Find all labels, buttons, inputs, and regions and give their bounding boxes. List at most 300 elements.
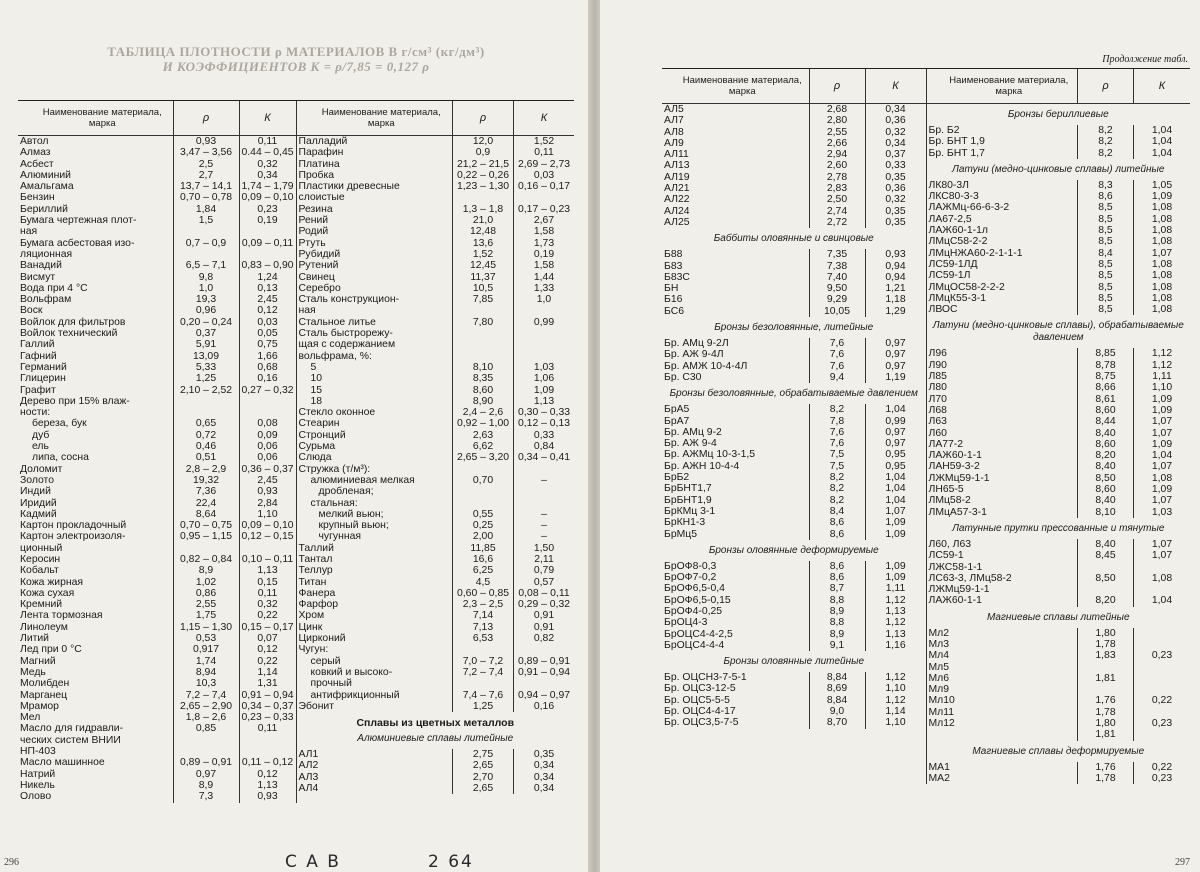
material-name: БрОФ6,5-0,4	[664, 583, 725, 595]
material-name: липа, сосна	[32, 452, 89, 464]
density-value: 1,02	[173, 577, 239, 588]
table-row	[927, 382, 1191, 393]
material-name	[927, 729, 1078, 740]
table-row	[18, 159, 296, 170]
coefficient-value: 0,95	[865, 461, 926, 472]
header-density: ρ	[452, 101, 513, 135]
density-value: 8,45	[1077, 550, 1133, 561]
material-name: Бр. АМЖ 10-4-4Л	[664, 360, 748, 372]
coefficient-value: 0,11	[239, 723, 296, 734]
density-value: 8,2	[809, 495, 865, 506]
density-value: 8,6	[809, 572, 865, 583]
material-name: БрОФ7-0,2	[664, 572, 717, 584]
coefficient-value: 2,45	[239, 294, 296, 305]
table-row	[18, 147, 296, 158]
table-row	[297, 204, 575, 215]
table-row	[18, 430, 296, 441]
coefficient-value: 0,16	[513, 701, 574, 712]
density-value: 7,6	[809, 438, 865, 449]
density-value: 8,60	[1077, 439, 1133, 450]
density-value: 0,95 – 1,15	[173, 531, 239, 542]
table-row	[662, 404, 926, 415]
density-value: 8,9	[809, 606, 865, 617]
density-value: 8,50	[1077, 573, 1133, 584]
table-row	[927, 573, 1191, 584]
material-name: Бумага чертежная плот-	[20, 215, 137, 227]
density-value: 7,4 – 7,6	[452, 690, 513, 701]
table-row	[297, 238, 575, 249]
table-row	[297, 215, 575, 226]
table-row	[18, 204, 296, 215]
material-name: стальная:	[310, 497, 358, 509]
density-value: 9,29	[809, 294, 865, 305]
table-row	[662, 506, 926, 517]
table-row	[662, 272, 926, 283]
density-value: 8,2	[809, 472, 865, 483]
coefficient-value: 0,34	[513, 760, 574, 771]
table-row	[662, 283, 926, 294]
coefficient-value	[239, 746, 296, 757]
table-row	[927, 394, 1191, 405]
coefficient-value: 0,15	[239, 577, 296, 588]
header-coefficient: К	[239, 101, 296, 135]
material-name: Стеарин	[298, 418, 340, 430]
table-row	[297, 305, 575, 316]
coefficient-value: 0,36	[865, 183, 926, 194]
density-value: 10,05	[809, 306, 865, 317]
density-value: 8,6	[809, 561, 865, 572]
material-name: прочный	[310, 678, 352, 690]
header-density: ρ	[173, 101, 239, 135]
density-value	[173, 249, 239, 260]
density-value: 8,35	[452, 373, 513, 384]
material-name: слоистые	[298, 192, 345, 204]
section-rows	[927, 348, 1191, 517]
density-value: 7,40	[809, 272, 865, 283]
coefficient-value: 1,12	[1133, 360, 1190, 371]
coefficient-value: 0,94	[865, 272, 926, 283]
material-name: ЛЖМц59-1-1	[928, 584, 990, 596]
material-name: Таллий	[298, 542, 334, 554]
material-name: Никель	[20, 779, 55, 791]
table-row	[927, 673, 1191, 684]
table-row	[662, 683, 926, 694]
density-value: 2,72	[809, 217, 865, 228]
density-value: 8,40	[1077, 495, 1133, 506]
coefficient-value: 0,34	[865, 138, 926, 149]
material-name: Молибден	[20, 678, 70, 690]
density-value: 6,25	[452, 565, 513, 576]
material-name: Вода при 4 °С	[20, 282, 88, 294]
density-value: 11,85	[452, 543, 513, 554]
coefficient-value: 1,04	[1133, 125, 1190, 136]
density-value: 8,2	[1077, 148, 1133, 159]
coefficient-value: 0,12 – 0,15	[239, 531, 296, 542]
table-row	[927, 439, 1191, 450]
density-value: 7,2 – 7,4	[452, 667, 513, 678]
table-row	[18, 656, 296, 667]
table-row	[18, 791, 296, 802]
material-name: Кремний	[20, 599, 63, 611]
density-value: 0,82 – 0,84	[173, 554, 239, 565]
coefficient-value: 1,08	[1133, 473, 1190, 484]
material-name: Автол	[20, 136, 49, 147]
table-row	[662, 517, 926, 528]
section-rows	[927, 180, 1191, 316]
coefficient-value	[513, 498, 574, 509]
material-name: Вольфрам	[20, 294, 72, 306]
table-row	[927, 282, 1191, 293]
coefficient-value: 1,13	[239, 565, 296, 576]
coefficient-value: –	[513, 509, 574, 520]
coefficient-value	[513, 644, 574, 655]
density-value: 21,0	[452, 215, 513, 226]
material-name: БрКМц 3-1	[664, 505, 716, 517]
table-row	[18, 328, 296, 339]
table-row	[662, 706, 926, 717]
material-name: Рений	[298, 215, 329, 227]
table-body	[927, 104, 1191, 784]
density-value: 8,20	[1077, 450, 1133, 461]
table-row	[297, 226, 575, 237]
coefficient-value: 0,22	[239, 656, 296, 667]
coefficient-value	[1133, 662, 1190, 673]
show-through-title	[18, 8, 574, 100]
material-name: АЛ11	[664, 149, 689, 161]
density-value: 3,47 – 3,56	[173, 147, 239, 158]
density-value: 19,32	[173, 475, 239, 486]
density-value: 8,85	[1077, 348, 1133, 359]
density-value: 7,5	[809, 449, 865, 460]
material-name: Л60	[928, 427, 947, 439]
density-value: 7,13	[452, 622, 513, 633]
section-rows	[662, 249, 926, 317]
table-row	[18, 746, 296, 757]
material-name: Ванадий	[20, 260, 62, 272]
coefficient-value	[239, 407, 296, 418]
table-row	[18, 712, 296, 723]
density-value: 7,80	[452, 317, 513, 328]
coefficient-value: 1,12	[865, 595, 926, 606]
table-row	[927, 495, 1191, 506]
handwritten-note: С А В	[285, 852, 341, 872]
material-name: ческих систем ВНИИ	[20, 734, 121, 746]
coefficient-value: 1,04	[1133, 136, 1190, 147]
coefficient-value: 0,16 – 0,17	[513, 181, 574, 192]
coefficient-value: 0,27 – 0,32	[239, 385, 296, 396]
density-value: 8,84	[809, 695, 865, 706]
table-row	[297, 181, 575, 192]
density-value: 8,60	[1077, 484, 1133, 495]
density-value: 7,3	[173, 791, 239, 802]
density-value: 7,35	[809, 249, 865, 260]
density-value	[452, 644, 513, 655]
density-value: 1,74	[173, 656, 239, 667]
coefficient-value: 0,32	[865, 127, 926, 138]
coefficient-value: 1,04	[865, 404, 926, 415]
coefficient-value: 0,12	[239, 644, 296, 655]
table-row	[662, 306, 926, 317]
material-name: Л63	[928, 416, 947, 428]
density-value	[452, 339, 513, 350]
material-name: ЛС59-1Л	[928, 270, 971, 282]
table-row	[662, 361, 926, 372]
density-value: 8,66	[1077, 382, 1133, 393]
density-value: 8,5	[1077, 214, 1133, 225]
table-row	[297, 667, 575, 678]
table-row	[297, 339, 575, 350]
density-value	[173, 746, 239, 757]
coefficient-value: 1,11	[1133, 371, 1190, 382]
material-name: МА2	[928, 772, 950, 784]
table-row	[662, 194, 926, 205]
table-row	[297, 328, 575, 339]
coefficient-value: 2,69 – 2,73	[513, 159, 574, 170]
table-row	[18, 520, 296, 531]
material-name: Мл6	[928, 672, 949, 684]
material-name: Палладий	[298, 136, 348, 147]
density-value: 7,2 – 7,4	[173, 690, 239, 701]
material-name: Б88	[664, 249, 683, 261]
density-value: 8,40	[1077, 461, 1133, 472]
density-value: 4,5	[452, 577, 513, 588]
section-rows	[662, 672, 926, 728]
table-row	[927, 214, 1191, 225]
material-name: АЛ5	[664, 104, 684, 115]
material-name: щая с содержанием	[298, 339, 396, 351]
table-row	[297, 622, 575, 633]
coefficient-value: 0,89 – 0,91	[513, 656, 574, 667]
material-name: Бр. ОЦСН3-7-5-1	[664, 672, 747, 684]
table-row	[927, 202, 1191, 213]
density-value: 2,74	[809, 206, 865, 217]
density-value: 1,78	[1077, 773, 1133, 784]
density-value: 2,8 – 2,9	[173, 464, 239, 475]
coefficient-value: 0,22	[1133, 762, 1190, 773]
density-value: 2,65	[452, 760, 513, 771]
table-row	[18, 441, 296, 452]
table-row	[662, 338, 926, 349]
coefficient-value: 0,23	[239, 204, 296, 215]
material-name: НП-403	[20, 746, 56, 758]
density-value: 1,23 – 1,30	[452, 181, 513, 192]
material-name: ЛАЖ60-1-1	[928, 595, 982, 607]
coefficient-value: 0,17 – 0,23	[513, 204, 574, 215]
table-row	[18, 192, 296, 203]
material-name: ЛЖМц59-1-1	[928, 472, 990, 484]
coefficient-value: 1,09	[1133, 405, 1190, 416]
table-row	[662, 172, 926, 183]
material-name: Воск	[20, 305, 43, 317]
left-page	[0, 0, 590, 872]
density-value: 1,3 – 1,8	[452, 204, 513, 215]
material-name: Л90	[928, 359, 947, 371]
coefficient-value: 1,04	[1133, 450, 1190, 461]
density-value: 0,917	[173, 644, 239, 655]
coefficient-value: 0.44 – 0,45	[239, 147, 296, 158]
table-row	[297, 272, 575, 283]
table-row	[662, 127, 926, 138]
table-row	[927, 428, 1191, 439]
table-row	[297, 260, 575, 271]
material-name: дробленая;	[318, 486, 374, 498]
density-value	[173, 226, 239, 237]
table-header	[662, 69, 926, 104]
coefficient-value: 0,19	[513, 249, 574, 260]
density-value: 0,46	[173, 441, 239, 452]
coefficient-value: 1,09	[865, 572, 926, 583]
material-name: Хром	[298, 610, 325, 622]
coefficient-value: 1,07	[1133, 428, 1190, 439]
coefficient-value: 1,07	[865, 506, 926, 517]
material-name: БН	[664, 283, 679, 295]
material-name: Масло для гидравли-	[20, 723, 124, 735]
density-value: 0,7 – 0,9	[173, 238, 239, 249]
coefficient-value: 1,16	[865, 640, 926, 651]
coefficient-value: 0,07	[239, 633, 296, 644]
density-value: 11,37	[452, 272, 513, 283]
coefficient-value: 1,09	[1133, 484, 1190, 495]
table-row	[662, 695, 926, 706]
material-name: АЛ1	[298, 749, 319, 761]
material-name: АЛ3	[298, 771, 319, 783]
density-value: 9,8	[173, 272, 239, 283]
material-name: Бр. С30	[664, 371, 702, 383]
material-name: АЛ22	[664, 194, 690, 206]
material-name: ЛС59-1	[928, 550, 964, 562]
coefficient-value: –	[513, 520, 574, 531]
header-density: ρ	[1077, 69, 1133, 103]
density-value: 1,78	[1077, 707, 1133, 718]
table-column-2	[296, 101, 575, 803]
material-name: ЛАЖ60-1-1л	[928, 225, 988, 237]
material-name: Слюда	[298, 452, 332, 464]
coefficient-value: 0,12	[239, 769, 296, 780]
show-through-line: И КОЭФФИЦИЕНТОВ К = ρ/7,85 = 0,127 ρ	[162, 59, 430, 74]
coefficient-value: 0,35	[865, 217, 926, 228]
table-row	[927, 125, 1191, 136]
coefficient-value: 0,97	[865, 438, 926, 449]
density-value: 1,76	[1077, 762, 1133, 773]
coefficient-value: 1,09	[1133, 439, 1190, 450]
coefficient-value: 1,66	[239, 351, 296, 362]
density-value: 9,4	[809, 372, 865, 383]
table-row	[18, 407, 296, 418]
density-value: 1,25	[452, 701, 513, 712]
coefficient-value: 0,75	[239, 339, 296, 350]
coefficient-value: 0,93	[239, 486, 296, 497]
coefficient-value	[513, 486, 574, 497]
section-rows	[662, 104, 926, 228]
table-row	[662, 149, 926, 160]
coefficient-value: 1,08	[1133, 259, 1190, 270]
density-value	[173, 543, 239, 554]
material-name: БрОЦС4-4-2,5	[664, 628, 733, 640]
table-row	[662, 561, 926, 572]
coefficient-value: 0,34 – 0,41	[513, 452, 574, 463]
handwritten-note: 2 64	[428, 852, 474, 872]
density-value: 0,55	[452, 509, 513, 520]
material-name: серый	[310, 655, 341, 667]
table-row	[18, 136, 296, 147]
material-name: АЛ4	[298, 783, 319, 795]
material-name: Стальное литье	[298, 316, 376, 328]
density-value: 0,9	[452, 147, 513, 158]
table-row	[927, 639, 1191, 650]
section-rows	[662, 338, 926, 383]
section-rows	[927, 125, 1191, 159]
density-value: 8,5	[1077, 304, 1133, 315]
material-name: Асбест	[20, 158, 54, 170]
table-row	[18, 464, 296, 475]
table-row	[18, 644, 296, 655]
coefficient-value	[1133, 584, 1190, 595]
material-name: Войлок для фильтров	[20, 316, 126, 328]
table-row	[297, 373, 575, 384]
coefficient-value: 0,29 – 0,32	[513, 599, 574, 610]
table-row	[927, 180, 1191, 191]
coefficient-value: 1,14	[865, 706, 926, 717]
table-row	[662, 349, 926, 360]
coefficient-value: 1,10	[239, 509, 296, 520]
coefficient-value	[1133, 707, 1190, 718]
table-row	[18, 565, 296, 576]
coefficient-value: 0,15 – 0,17	[239, 622, 296, 633]
table-row	[927, 695, 1191, 706]
density-value: 21,2 – 21,5	[452, 159, 513, 170]
header-name: Наименование материала, марка	[682, 75, 802, 97]
material-name: 18	[310, 395, 323, 407]
coefficient-value: 0,35	[865, 206, 926, 217]
table-row	[18, 769, 296, 780]
material-name: Стекло оконное	[298, 407, 376, 419]
material-name: Картон прокладочный	[20, 520, 127, 532]
coefficient-value: 0,79	[513, 565, 574, 576]
density-value: 1,76	[1077, 695, 1133, 706]
table-row	[297, 475, 575, 486]
density-value	[452, 498, 513, 509]
table-row	[18, 610, 296, 621]
material-name: Гафний	[20, 350, 57, 362]
material-name: Бр. Б2	[928, 125, 960, 136]
density-value: 9,0	[809, 706, 865, 717]
table-header	[18, 101, 296, 136]
table-row	[927, 662, 1191, 673]
coefficient-value: 1,05	[1133, 180, 1190, 191]
material-name: Кадмий	[20, 508, 57, 520]
coefficient-value: 0,93	[239, 791, 296, 802]
coefficient-value: 0,91 – 0,94	[513, 667, 574, 678]
table-row	[18, 260, 296, 271]
section-title: Бронзы оловянные литейные	[723, 656, 865, 668]
table-row	[18, 667, 296, 678]
density-value: 8,6	[1077, 191, 1133, 202]
coefficient-value	[1133, 684, 1190, 695]
coefficient-value: 1,13	[513, 396, 574, 407]
coefficient-value: 1,07	[1133, 495, 1190, 506]
material-name: Графит	[20, 384, 56, 396]
density-value: 1,52	[452, 249, 513, 260]
table-row	[18, 690, 296, 701]
coefficient-value: 1,24	[239, 272, 296, 283]
density-value	[452, 351, 513, 362]
table-row	[297, 749, 575, 760]
material-name: ель	[32, 441, 49, 453]
density-value: 2,80	[809, 115, 865, 126]
material-name: Натрий	[20, 768, 56, 780]
table-row	[18, 305, 296, 316]
material-name: Л60, Л63	[928, 538, 972, 550]
